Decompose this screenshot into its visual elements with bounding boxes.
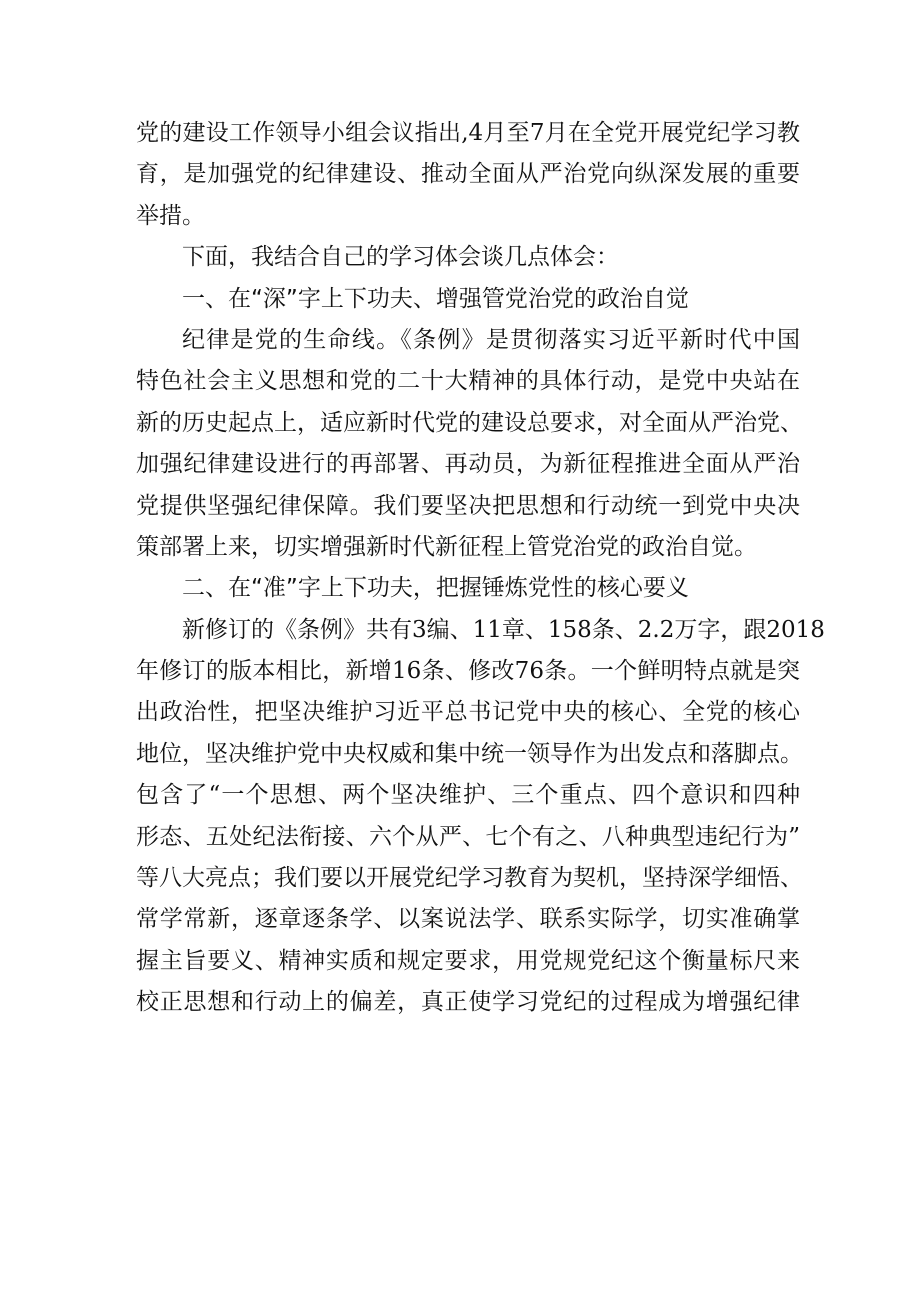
lead-paragraph: 下面，我结合自己的学习体会谈几点体会： — [182, 244, 619, 271]
section-2-line: 形态、五处纪法衔接、六个从严、七个有之、八种典型违纪行为” — [136, 823, 800, 850]
section-2-line: 常学常新，逐章逐条学、以案说法学、联系实际学，切实准确掌 — [136, 906, 800, 933]
section-2-line: 年修订的版本相比，新增16条、修改76条。一个鲜明特点就是突 — [136, 658, 800, 685]
section-heading-1: 一、在“深”字上下功夫、增强管党治党的政治自觉 — [182, 285, 689, 312]
section-2-line: 地位，坚决维护党中央权威和集中统一领导作为出发点和落脚点。 — [136, 740, 803, 767]
section-1-line: 策部署上来，切实增强新时代新征程上管党治党的政治自觉。 — [136, 533, 757, 560]
document-body — [136, 113, 825, 1024]
section-1-line: 加强纪律建设进行的再部署、再动员，为新征程推进全面从严治 — [136, 451, 800, 478]
section-2-line: 新修订的《条例》共有3编、11章、158条、2.2万字，跟2018 — [182, 616, 825, 643]
intro-line: 举措。 — [136, 202, 205, 229]
section-1-line: 特色社会主义思想和党的二十大精神的具体行动，是党中央站在 — [136, 368, 800, 395]
intro-line: 育，是加强党的纪律建设、推动全面从严治党向纵深发展的重要 — [136, 161, 800, 188]
section-2-line: 包含了“一个思想、两个坚决维护、三个重点、四个意识和四种 — [136, 782, 800, 809]
section-1-line: 新的历史起点上，适应新时代党的建设总要求，对全面从严治党、 — [136, 409, 803, 436]
section-2-line: 等八大亮点；我们要以开展党纪学习教育为契机，坚持深学细悟、 — [136, 865, 803, 892]
section-heading-2: 二、在“准”字上下功夫，把握锤炼党性的核心要义 — [182, 575, 689, 602]
section-2-line: 握主旨要义、精神实质和规定要求，用党规党纪这个衡量标尺来 — [136, 947, 800, 974]
section-1-line: 党提供坚强纪律保障。我们要坚决把思想和行动统一到党中央决 — [136, 492, 800, 519]
intro-line: 党的建设工作领导小组会议指出,4月至7月在全党开展党纪学习教 — [136, 120, 800, 146]
section-2-line: 出政治性，把坚决维护习近平总书记党中央的核心、全党的核心 — [136, 699, 800, 726]
section-1-line: 纪律是党的生命线。《条例》是贯彻落实习近平新时代中国 — [182, 326, 800, 353]
section-2-line: 校正思想和行动上的偏差，真正使学习党纪的过程成为增强纪律 — [136, 989, 800, 1016]
